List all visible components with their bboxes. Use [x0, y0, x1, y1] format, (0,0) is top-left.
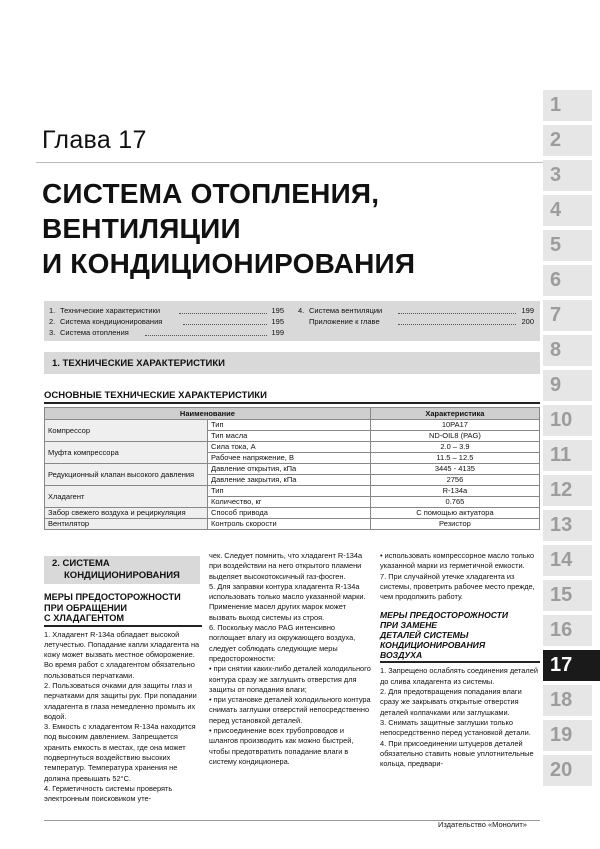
table-cell-component: Редукционный клапан высокого давления	[45, 464, 208, 486]
chapter-tab-2[interactable]: 2	[543, 125, 592, 160]
table-cell-component: Забор свежего воздуха и рециркуляция	[45, 508, 208, 519]
chapter-contents-box	[44, 301, 540, 341]
paragraph: 5. Для заправки контура хладагента R-134a использовать только масло указанной марки. Применение масел других марок может вызвать выход системы из строя.	[209, 581, 366, 622]
chapter-title-line-1: СИСТЕМА ОТОПЛЕНИЯ,	[42, 178, 380, 209]
chapter-tab-10[interactable]: 10	[543, 405, 592, 440]
chapter-tab-16[interactable]: 16	[543, 615, 592, 650]
paragraph: 3. Снимать защитные заглушки только непосредственно перед установкой детали.	[380, 717, 531, 738]
table-cell-value: 3445 - 4135	[370, 464, 539, 475]
chapter-tab-9[interactable]: 9	[543, 370, 592, 405]
subsection-heading: С ХЛАДАГЕНТОМ	[44, 613, 125, 623]
text-column-3	[380, 551, 540, 769]
table-cell-parameter: Сила тока, А	[208, 442, 371, 453]
subsection-rule	[44, 402, 540, 404]
chapter-tab-3[interactable]: 3	[543, 160, 592, 195]
paragraph: чек. Следует помнить, что хладагент R-134a при воздействии на него открытого пламени выделяет высокотоксичный газ-фосген.	[209, 551, 363, 581]
chapter-label: Глава 17	[42, 126, 147, 154]
table-row	[45, 464, 540, 475]
table-cell-parameter: Тип	[208, 420, 371, 431]
subsection-heading: ПРИ ОБРАЩЕНИИ	[44, 602, 127, 613]
heading-rule	[44, 625, 202, 627]
table-cell-component: Муфта компрессора	[45, 442, 208, 464]
table-cell-component: Хладагент	[45, 486, 208, 508]
chapter-tab-8[interactable]: 8	[543, 335, 592, 370]
paragraph: 6. Поскольку масло PAG интенсивно поглощает влагу из окружающего воздуха, следует соблюдать следующие меры предосторожности:	[209, 623, 356, 663]
section-heading: 1. ТЕХНИЧЕСКИЕ ХАРАКТЕРИСТИКИ	[52, 358, 225, 369]
chapter-tab-11[interactable]: 11	[543, 440, 592, 475]
table-cell-parameter: Способ привода	[208, 508, 371, 519]
text-column-1	[44, 592, 202, 805]
chapter-title-line-2: ВЕНТИЛЯЦИИ	[42, 213, 241, 244]
specifications-table	[44, 407, 540, 530]
table-row	[45, 486, 540, 497]
paragraph: 4. При присоединении штуцеров деталей обязательно ставить новые уплотнительные кольца, предвари-	[380, 738, 534, 769]
table-cell-parameter: Давление открытия, кПа	[208, 464, 371, 475]
table-cell-parameter: Количество, кг	[208, 497, 371, 508]
table-cell-component: Вентилятор	[45, 519, 208, 530]
chapter-tab-15[interactable]: 15	[543, 580, 592, 615]
table-cell-value: 0.765	[370, 497, 539, 508]
chapter-tab-20[interactable]: 20	[543, 755, 592, 790]
section-heading: 2. СИСТЕМА	[52, 558, 110, 569]
toc-entry[interactable]: 3. Система отопления 199	[49, 328, 284, 337]
table-cell-value: R-134a	[370, 486, 539, 497]
subsection-heading: ДЕТАЛЕЙ СИСТЕМЫ	[380, 630, 469, 641]
heading-rule	[380, 661, 540, 663]
chapter-thumb-index	[543, 90, 600, 781]
subsection-heading: КОНДИЦИОНИРОВАНИЯ	[380, 640, 486, 651]
paragraph: • при снятии каких-либо деталей холодильного контура сразу же заглушить отверстия для защиты от попадания влаги;	[209, 664, 371, 694]
paragraph: 1. Запрещено ослаблять соединения деталей до слива хладагента из системы.	[380, 666, 538, 686]
chapter-tab-14[interactable]: 14	[543, 545, 592, 580]
table-cell-value: 2756	[370, 475, 539, 486]
table-row	[45, 519, 540, 530]
chapter-tab-13[interactable]: 13	[543, 510, 592, 545]
table-cell-value: 11.5 – 12.5	[370, 453, 539, 464]
paragraph: • при установке деталей холодильного контура снимать заглушки отверстий непосредственно перед установкой деталей.	[209, 695, 371, 725]
table-cell-value: ND-OIL8 (PAG)	[370, 431, 539, 442]
table-row	[45, 442, 540, 453]
paragraph: • использовать компрессорное масло только указанной марки из герметичной емкости.	[380, 551, 535, 571]
table-cell-parameter: Тип масла	[208, 431, 371, 442]
chapter-tab-18[interactable]: 18	[543, 685, 592, 720]
chapter-tab-5[interactable]: 5	[543, 230, 592, 265]
chapter-tab-19[interactable]: 19	[543, 720, 592, 755]
table-header: Наименование	[45, 408, 371, 420]
toc-entry[interactable]: 4. Система вентиляции 199	[298, 306, 534, 315]
subsection-heading: МЕРЫ ПРЕДОСТОРОЖНОСТИ	[380, 610, 509, 621]
table-cell-parameter: Тип	[208, 486, 371, 497]
text-column-2	[209, 551, 371, 767]
subsection-heading: ОСНОВНЫЕ ТЕХНИЧЕСКИЕ ХАРАКТЕРИСТИКИ	[44, 390, 267, 401]
chapter-tab-1[interactable]: 1	[543, 90, 592, 125]
chapter-tab-6[interactable]: 6	[543, 265, 592, 300]
paragraph: 4. Герметичность системы проверять электронным поисковиком уте-	[44, 783, 173, 804]
paragraph: • присоединение всех трубопроводов и шлангов производить как можно быстрей, чтобы предотвратить попадание влаги в систему кондиционера.	[209, 726, 354, 766]
table-header: Характеристика	[370, 408, 539, 420]
table-cell-value: С помощью актуатора	[370, 508, 539, 519]
chapter-tab-4[interactable]: 4	[543, 195, 592, 230]
subsection-heading: ВОЗДУХА	[380, 650, 423, 661]
table-cell-component: Компрессор	[45, 420, 208, 442]
paragraph: 2. Пользоваться очками для защиты глаз и перчатками для защиты рук. При попадании хладагента в глаза немедленно промыть их водой.	[44, 680, 197, 721]
table-cell-parameter: Давление закрытия, кПа	[208, 475, 371, 486]
subsection-heading: ПРИ ЗАМЕНЕ	[380, 620, 438, 631]
table-cell-value: 10PA17	[370, 420, 539, 431]
chapter-tab-12[interactable]: 12	[543, 475, 592, 510]
table-cell-parameter: Контроль скорости	[208, 519, 371, 530]
toc-entry[interactable]: 2. Система кондиционирования 195	[49, 317, 284, 326]
paragraph: 3. Емкость с хладагентом R-134a находится под высоким давлением. Запрещается хранить емкость в местах, где она может подвергнуться воздействию высоких температур. Температура хранения не должна превышать 52°С.	[44, 722, 196, 783]
table-row	[45, 420, 540, 431]
toc-entry[interactable]: Приложение к главе 200	[309, 317, 534, 326]
toc-entry[interactable]: 1. Технические характеристики 195	[49, 306, 284, 315]
table-cell-parameter: Рабочее напряжение, В	[208, 453, 371, 464]
table-row	[45, 508, 540, 519]
chapter-tab-17[interactable]: 17	[543, 650, 600, 685]
chapter-tab-7[interactable]: 7	[543, 300, 592, 335]
paragraph: 7. При случайной утечке хладагента из системы, проветрить рабочее место прежде, чем продолжить работу.	[380, 571, 535, 602]
paragraph: 1. Хладагент R-134a обладает высокой летучестью. Попадание капли хладагента на кожу может вызвать местное обморожение. Во время работ с хладагентом обязательно пользоваться перчатками.	[44, 629, 200, 680]
table-cell-value: 2.0 – 3.9	[370, 442, 539, 453]
chapter-title-line-3: И КОНДИЦИОНИРОВАНИЯ	[42, 248, 416, 279]
subsection-heading: МЕРЫ ПРЕДОСТОРОЖНОСТИ	[44, 592, 181, 602]
chapter-rule	[36, 162, 566, 163]
table-cell-value: Резистор	[370, 519, 539, 530]
paragraph: 2. Для предотвращения попадания влаги сразу же закрывать открытые отверстия деталей колпачками или заглушками.	[380, 687, 522, 717]
publisher-footer: Издательство «Монолит»	[438, 820, 527, 829]
section-heading: КОНДИЦИОНИРОВАНИЯ	[64, 570, 180, 581]
